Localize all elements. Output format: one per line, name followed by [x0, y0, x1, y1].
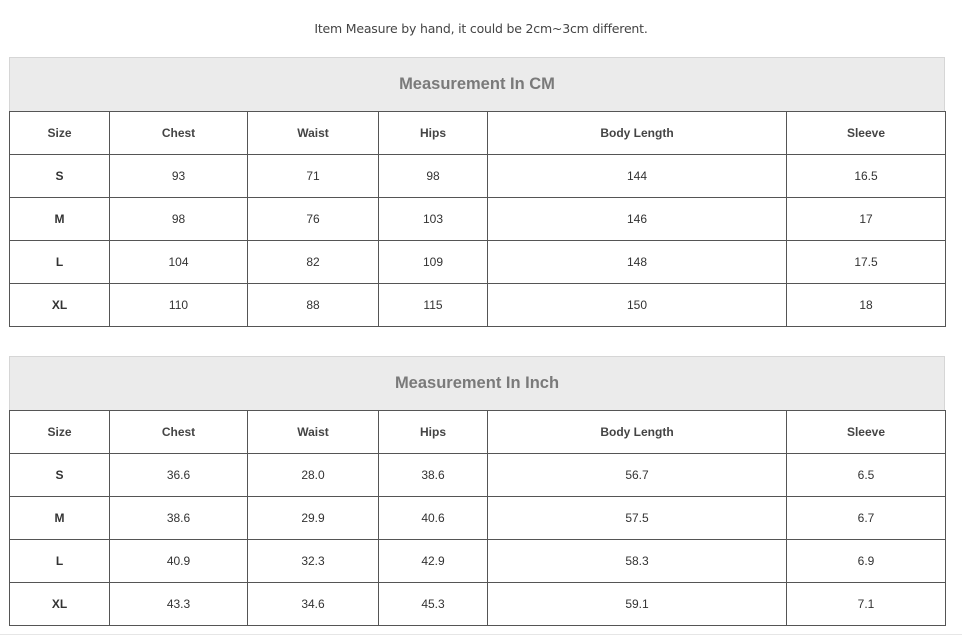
sleeve-cell: 6.7: [787, 497, 946, 540]
waist-cell: 71: [248, 155, 379, 198]
cm-size-table: [9, 111, 946, 327]
waist-cell: 34.6: [248, 583, 379, 626]
inch-table-title: Measurement In Inch: [9, 356, 945, 410]
table-row: [10, 454, 946, 497]
body-length-cell: 150: [488, 284, 787, 327]
column-header-chest: Chest: [110, 112, 248, 155]
waist-cell: 76: [248, 198, 379, 241]
body-length-cell: 58.3: [488, 540, 787, 583]
sleeve-cell: 16.5: [787, 155, 946, 198]
size-cell: M: [10, 198, 110, 241]
table-row: [10, 540, 946, 583]
column-header-hips: Hips: [379, 112, 488, 155]
column-header-sleeve: Sleeve: [787, 112, 946, 155]
sleeve-cell: 18: [787, 284, 946, 327]
hips-cell: 98: [379, 155, 488, 198]
chest-cell: 40.9: [110, 540, 248, 583]
sleeve-cell: 7.1: [787, 583, 946, 626]
body-length-cell: 57.5: [488, 497, 787, 540]
column-header-sleeve: Sleeve: [787, 411, 946, 454]
hips-cell: 109: [379, 241, 488, 284]
hips-cell: 42.9: [379, 540, 488, 583]
column-header-body-length: Body Length: [488, 112, 787, 155]
body-length-cell: 144: [488, 155, 787, 198]
table-row: [10, 198, 946, 241]
column-header-waist: Waist: [248, 112, 379, 155]
body-length-cell: 148: [488, 241, 787, 284]
column-header-waist: Waist: [248, 411, 379, 454]
chest-cell: 110: [110, 284, 248, 327]
table-header-row: [10, 411, 946, 454]
body-length-cell: 56.7: [488, 454, 787, 497]
waist-cell: 88: [248, 284, 379, 327]
hips-cell: 38.6: [379, 454, 488, 497]
body-length-cell: 59.1: [488, 583, 787, 626]
waist-cell: 82: [248, 241, 379, 284]
inch-size-chart: [9, 356, 945, 626]
table-row: [10, 583, 946, 626]
body-length-cell: 146: [488, 198, 787, 241]
measurement-note: Item Measure by hand, it could be 2cm~3cm different.: [314, 21, 648, 36]
column-header-hips: Hips: [379, 411, 488, 454]
chest-cell: 43.3: [110, 583, 248, 626]
sleeve-cell: 6.5: [787, 454, 946, 497]
waist-cell: 28.0: [248, 454, 379, 497]
size-cell: S: [10, 454, 110, 497]
inch-size-table: [9, 410, 946, 626]
size-cell: XL: [10, 583, 110, 626]
hips-cell: 115: [379, 284, 488, 327]
table-row: [10, 241, 946, 284]
chest-cell: 98: [110, 198, 248, 241]
bottom-divider: [0, 634, 962, 635]
column-header-size: Size: [10, 411, 110, 454]
waist-cell: 32.3: [248, 540, 379, 583]
chest-cell: 38.6: [110, 497, 248, 540]
chest-cell: 93: [110, 155, 248, 198]
table-header-row: [10, 112, 946, 155]
size-cell: L: [10, 540, 110, 583]
size-cell: XL: [10, 284, 110, 327]
chest-cell: 104: [110, 241, 248, 284]
size-cell: S: [10, 155, 110, 198]
size-cell: M: [10, 497, 110, 540]
table-row: [10, 284, 946, 327]
waist-cell: 29.9: [248, 497, 379, 540]
column-header-body-length: Body Length: [488, 411, 787, 454]
cm-size-chart: [9, 57, 945, 327]
chest-cell: 36.6: [110, 454, 248, 497]
cm-table-title: Measurement In CM: [9, 57, 945, 111]
column-header-size: Size: [10, 112, 110, 155]
hips-cell: 103: [379, 198, 488, 241]
size-cell: L: [10, 241, 110, 284]
sleeve-cell: 17.5: [787, 241, 946, 284]
sleeve-cell: 17: [787, 198, 946, 241]
column-header-chest: Chest: [110, 411, 248, 454]
table-row: [10, 497, 946, 540]
table-row: [10, 155, 946, 198]
sleeve-cell: 6.9: [787, 540, 946, 583]
hips-cell: 45.3: [379, 583, 488, 626]
hips-cell: 40.6: [379, 497, 488, 540]
